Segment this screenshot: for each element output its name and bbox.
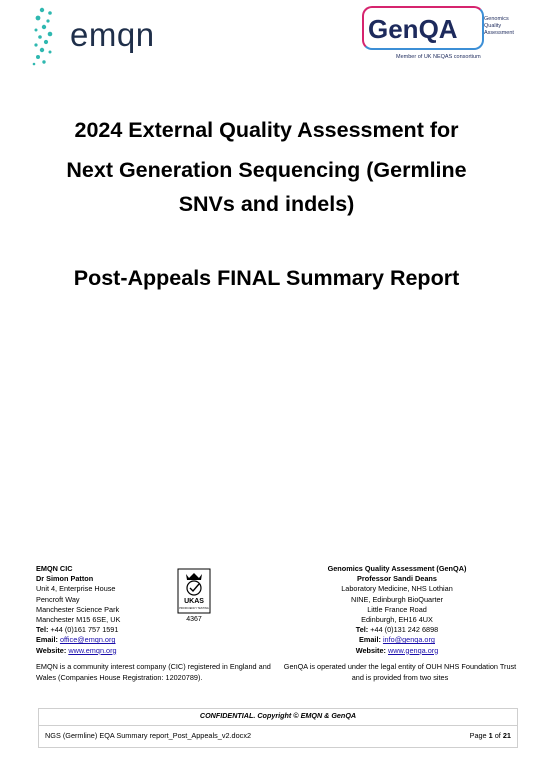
confidential-notice: CONFIDENTIAL. Copyright © EMQN & GenQA [199, 711, 357, 720]
genqa-legal-note: GenQA is operated under the legal entity of OUH NHS Foundation Trust and is provided from two sites [283, 662, 517, 682]
genqa-email-link[interactable]: info@genqa.org [382, 635, 435, 645]
emqn-registration-note: EMQN is a community interest company (CIC) registered in England and Wales (Companies House Registration: 12020789). [36, 662, 271, 682]
ukas-sub-text: PROFICIENCY TESTING [179, 607, 209, 610]
report-title-line-3: SNVs and indels) [178, 192, 355, 216]
genqa-tagline: Genomics Quality Assessment [484, 16, 514, 36]
genqa-website: Website: www.genqa.org [355, 645, 439, 655]
emqn-wordmark: emqn [70, 16, 155, 53]
emqn-address-line: Unit 4, Enterprise House [36, 584, 116, 594]
emqn-website-link[interactable]: www.emqn.org [68, 645, 117, 655]
footer-divider [39, 725, 517, 726]
genqa-address-line: Laboratory Medicine, NHS Lothian [341, 584, 453, 594]
emqn-address-line: Manchester M15 6SE, UK [36, 615, 121, 625]
genqa-wordmark: GenQA [368, 14, 458, 44]
genqa-address-line: NINE, Edinburgh BioQuarter [350, 594, 444, 604]
genqa-email: Email: info@genqa.org [359, 635, 435, 645]
page-number: Page 1 of 21 [469, 731, 511, 740]
emqn-org-name: EMQN CIC [36, 564, 73, 573]
genqa-member-text: Member of UK NEQAS consortium [396, 54, 481, 60]
genqa-tel: Tel: +44 (0)131 242 6898 [355, 625, 439, 635]
emqn-email-link[interactable]: office@emqn.org [59, 635, 116, 645]
genqa-contact-name: Professor Sandi Deans [357, 574, 437, 584]
genqa-address-line: Little France Road [367, 604, 427, 614]
report-title-line-1: 2024 External Quality Assessment for [74, 118, 459, 142]
emqn-address-line: Pencroft Way [36, 594, 80, 604]
document-filename: NGS (Germline) EQA Summary report_Post_Appeals_v2.docx2 [45, 731, 252, 740]
emqn-address-line: Manchester Science Park [36, 604, 120, 614]
emqn-email: Email: office@emqn.org [36, 635, 116, 645]
genqa-org-name: Genomics Quality Assessment (GenQA) [327, 564, 467, 573]
ukas-accreditation-number: 4367 [186, 616, 202, 623]
emqn-dna-icon [28, 4, 68, 68]
report-subtitle: Post-Appeals FINAL Summary Report [73, 266, 460, 290]
emqn-contact-name: Dr Simon Patton [36, 574, 94, 584]
report-title-line-2: Next Generation Sequencing (Germline [66, 158, 467, 182]
emqn-address-block [36, 564, 120, 656]
genqa-address-line: Edinburgh, EH16 4UX [361, 615, 433, 625]
genqa-website-link[interactable]: www.genqa.org [388, 645, 439, 655]
emqn-tel: Tel: +44 (0)161 757 1591 [36, 625, 119, 635]
page-footer [38, 708, 518, 748]
emqn-website: Website: www.emqn.org [36, 645, 117, 655]
genqa-logo [362, 4, 522, 66]
ukas-crown-tick-icon [176, 568, 212, 614]
genqa-address-block [282, 564, 512, 656]
ukas-logo-text: UKAS [184, 598, 204, 605]
